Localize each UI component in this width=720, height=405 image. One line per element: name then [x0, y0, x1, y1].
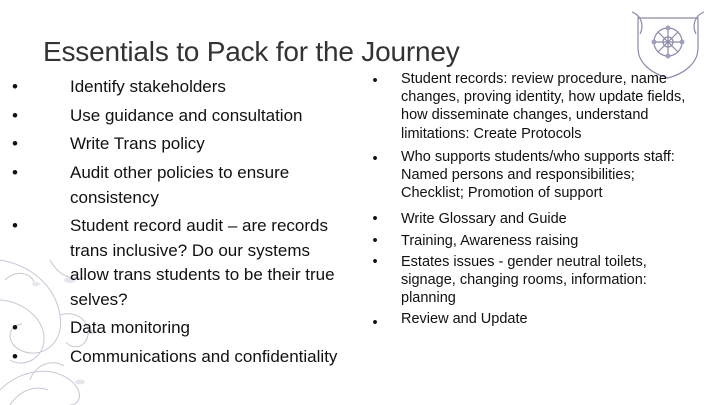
- bullet-icon: •: [12, 134, 18, 154]
- list-item-text: Identify stakeholders: [70, 77, 226, 96]
- list-item: [0, 345, 350, 370]
- list-item-text: Audit other policies to ensure consistency: [70, 163, 290, 207]
- list-item: [360, 232, 690, 250]
- list-item-text: Student records: review procedure, name changes, proving identity, how update fields, how disseminate changes, understand limitations: Create Protocols: [401, 71, 686, 142]
- bullet-icon: •: [372, 150, 378, 167]
- list-item-text: Write Glossary and Guide: [401, 211, 567, 228]
- bullet-icon: •: [12, 77, 18, 96]
- left-bullet-list: [0, 75, 350, 374]
- list-item-text: Who supports students/who supports staff: Named persons and responsibilities; Checklist; Promotion of support: [401, 148, 675, 202]
- right-bullet-list: [360, 70, 690, 332]
- list-item: [0, 161, 350, 210]
- list-item-text: Communications and confidentiality: [70, 347, 338, 367]
- slide-title: Essentials to Pack for the Journey: [43, 36, 460, 67]
- list-item-text: Write Trans policy: [70, 134, 205, 154]
- list-item-text: Training, Awareness raising: [401, 232, 579, 249]
- list-item-text: Estates issues - gender neutral toilets, signage, changing rooms, information: planning: [401, 253, 647, 307]
- bullet-icon: •: [372, 73, 378, 89]
- list-item: [360, 210, 690, 228]
- list-item: [0, 132, 350, 157]
- bullet-icon: •: [372, 315, 378, 332]
- list-item-text: Data monitoring: [70, 318, 191, 338]
- bullet-icon: •: [12, 347, 18, 367]
- list-item-text: Use guidance and consultation: [70, 105, 303, 125]
- bullet-icon: •: [12, 318, 18, 338]
- bullet-icon: •: [12, 105, 18, 125]
- bullet-icon: •: [372, 211, 378, 228]
- list-item: [360, 148, 690, 203]
- bullet-icon: •: [12, 216, 18, 236]
- bullet-icon: •: [372, 232, 378, 249]
- list-item: [360, 310, 690, 332]
- list-item-text: Review and Update: [401, 311, 528, 328]
- list-item: [0, 214, 350, 312]
- list-item: [0, 75, 350, 100]
- list-item: [360, 70, 690, 143]
- list-item-text: Student record audit – are records trans inclusive? Do our systems allow trans students to be their true selves?: [70, 216, 335, 309]
- bullet-icon: •: [372, 253, 378, 270]
- bullet-icon: •: [12, 163, 18, 183]
- list-item: [0, 104, 350, 129]
- list-item: [360, 253, 690, 308]
- list-item: [0, 316, 350, 341]
